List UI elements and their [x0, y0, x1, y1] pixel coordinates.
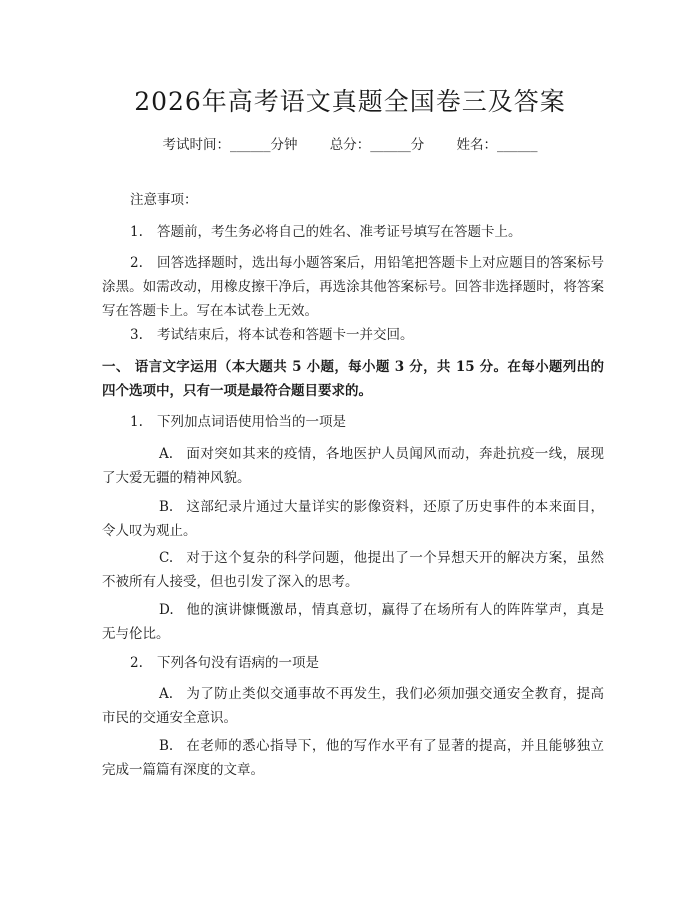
notice-item [102, 251, 604, 323]
answer-option [102, 598, 604, 646]
option-label: A. [159, 686, 174, 702]
option-text: 在老师的悉心指导下，他的写作水平有了显著的提高，并且能够独立完成一篇篇有深度的文章。 [102, 738, 604, 778]
answer-option [102, 682, 604, 730]
question-stem-text: 下列加点词语使用恰当的一项是 [157, 414, 346, 430]
question-stem [102, 651, 604, 675]
option-label: D. [159, 602, 174, 618]
notice-item [102, 220, 604, 244]
option-label: A. [159, 446, 174, 462]
option-text: 这部纪录片通过大量详实的影像资料，还原了历史事件的本来面目，令人叹为观止。 [102, 499, 604, 539]
notice-item-text: 回答选择题时，选出每小题答案后，用铅笔把答题卡上对应题目的答案标号涂黑。如需改动，用橡皮擦干净后，再选涂其他答案标号。回答非选择题时，将答案写在答题卡上。写在本试卷上无效。 [102, 255, 604, 319]
answer-option [102, 546, 604, 594]
option-text: 面对突如其来的疫情，各地医护人员闻风而动，奔赴抗疫一线，展现了大爱无疆的精神风貌。 [102, 446, 604, 486]
answer-option [102, 495, 604, 543]
total-score-field: 总分：______分 [329, 137, 425, 153]
notice-item-number: 1. [130, 224, 143, 240]
question-stem [102, 410, 604, 434]
option-label: C. [159, 550, 174, 566]
notice-item-text: 考试结束后，将本试卷和答题卡一并交回。 [157, 327, 414, 343]
notice-item-number: 3. [130, 327, 143, 343]
option-text: 他的演讲慷慨激昂，情真意切，赢得了在场所有人的阵阵掌声，真是无与伦比。 [102, 602, 604, 642]
exam-time-field: 考试时间：______分钟 [162, 137, 298, 153]
option-text: 为了防止类似交通事故不再发生，我们必须加强交通安全教育，提高市民的交通安全意识。 [102, 686, 604, 726]
notice-item [102, 323, 604, 347]
page-title: 2026年高考语文真题全国卷三及答案 [134, 87, 566, 116]
question-number: 1. [130, 414, 143, 430]
answer-option [102, 734, 604, 782]
question-number: 2. [130, 655, 143, 671]
notice-item-text: 答题前，考生务必将自己的姓名、准考证号填写在答题卡上。 [157, 224, 522, 240]
section-heading: 一、 语言文字运用（本大题共 5 小题，每小题 3 分，共 15 分。在每小题列出的四个选项中，只有一项是最符合题目要求的。 [102, 359, 604, 399]
student-name-field: 姓名：______ [456, 137, 538, 153]
question-stem-text: 下列各句没有语病的一项是 [157, 655, 319, 671]
option-label: B. [159, 738, 174, 754]
answer-option [102, 442, 604, 490]
exam-info-line [0, 133, 700, 153]
notice-heading: 注意事项： [130, 192, 198, 208]
option-label: B. [159, 499, 174, 515]
notice-item-number: 2. [130, 255, 143, 271]
option-text: 对于这个复杂的科学问题，他提出了一个异想天开的解决方案，虽然不被所有人接受，但也引发了深入的思考。 [102, 550, 604, 590]
